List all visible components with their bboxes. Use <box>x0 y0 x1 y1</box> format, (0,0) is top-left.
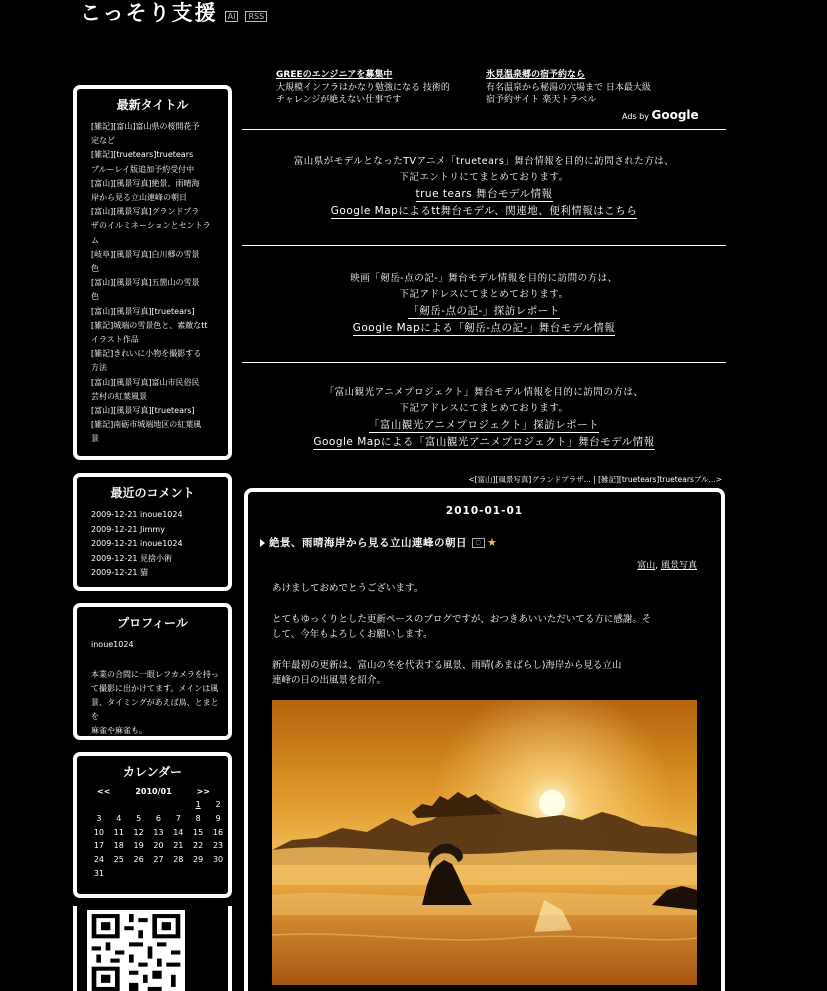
calendar-day: 6 <box>155 814 161 824</box>
notice-tsurugidake <box>242 271 726 337</box>
ad-left-line: チャレンジが絶えない仕事です <box>276 95 402 105</box>
recent-item[interactable]: [富山][風景写真]五箇山の雪景 <box>91 278 200 288</box>
calendar-day: 5 <box>136 814 142 824</box>
recent-item[interactable]: [富山][風景写真]絶景、雨晴海 <box>91 178 200 188</box>
recent-item[interactable]: [富山][風景写真]富山市民俗民 <box>91 377 200 387</box>
photo-icon: ▢ <box>472 538 485 548</box>
calendar-day <box>168 798 188 812</box>
notice-link[interactable]: true tears 舞台モデル情報 <box>415 188 553 200</box>
calendar-day <box>149 866 169 880</box>
calendar-heading: カレンダー <box>122 765 183 779</box>
notice-link[interactable]: 「剱岳-点の記-」探訪レポート <box>408 305 560 317</box>
calendar-day: 26 <box>133 855 144 865</box>
calendar-day: 17 <box>93 841 105 851</box>
comment-item[interactable]: 2009-12-21 見捨小術 <box>91 553 173 563</box>
divider <box>242 362 726 363</box>
recent-titles-box <box>73 85 232 460</box>
prev-entry-link[interactable]: <[富山][風景写真]グランドプラザ... <box>468 475 591 484</box>
notice-line: 「富山観光アニメプロジェクト」舞台モデル情報を目的に訪問の方は、 <box>324 387 644 398</box>
entry-line: 新年最初の更新は、富山の冬を代表する風景、雨晴(あまばらし)海岸から見る立山 <box>272 660 622 671</box>
entry-paragraph <box>272 658 702 688</box>
calendar-day: 11 <box>113 827 124 837</box>
star-icon[interactable]: ★ <box>487 536 498 549</box>
comment-item[interactable]: 2009-12-21 inoue1024 <box>91 510 183 519</box>
notice-line: 下記アドレスにてまとめております。 <box>399 403 569 414</box>
entry-line: して、今年もよろしくお願いします。 <box>272 629 433 640</box>
qr-code-box <box>73 906 232 991</box>
calendar-day <box>149 798 169 812</box>
calendar-month: 2010/01 <box>135 787 172 796</box>
recent-item[interactable]: [雑記]城端の雪景色と、素敵なtt <box>91 320 208 330</box>
calendar-day: 25 <box>113 855 124 865</box>
calendar-day: 13 <box>153 827 164 837</box>
recent-titles-list <box>77 120 228 447</box>
comment-item[interactable]: 2009-12-21 猫 <box>91 568 149 577</box>
notice-link[interactable]: Google Mapによるtt舞台モデル、関連地、便利情報はこちら <box>330 205 638 217</box>
recent-comments-heading: 最近のコメント <box>110 486 195 500</box>
entry-title[interactable]: 絶景、雨晴海岸から見る立山連峰の朝日 <box>269 537 467 549</box>
recent-item[interactable]: 色 <box>91 292 99 302</box>
next-entry-link[interactable]: [雑記][truetears]truetearsブル...> <box>598 475 722 484</box>
recent-item[interactable]: [富山][風景写真]グランドプラ <box>91 207 200 217</box>
notice-line: 映画「剱岳-点の記-」舞台モデル情報を目的に訪問の方は、 <box>350 273 618 284</box>
ads-by-google[interactable] <box>622 108 699 122</box>
blog-entry <box>244 488 725 991</box>
ad-right[interactable] <box>486 69 651 107</box>
entry-paragraph <box>272 612 702 642</box>
recent-item[interactable]: イラスト作品 <box>91 335 139 345</box>
notice-line: 下記エントリにてまとめております。 <box>399 172 569 183</box>
calendar-day: 3 <box>96 814 102 824</box>
calendar-week <box>89 866 228 880</box>
calendar-day: 7 <box>175 814 181 824</box>
calendar-day: 23 <box>212 841 224 851</box>
entry-paragraph: あけましておめでとうございます。 <box>272 583 424 594</box>
recent-item[interactable]: [雑記][富山]富山県の桜開花予 <box>91 122 200 131</box>
calendar-day: 22 <box>193 841 204 851</box>
category-link[interactable]: 富山 <box>637 561 656 571</box>
recent-item[interactable]: ム <box>91 235 99 245</box>
recent-item[interactable]: 定など <box>91 136 115 146</box>
calendar-day: 24 <box>93 855 105 865</box>
calendar-day: 12 <box>133 827 144 837</box>
calendar-day <box>208 866 228 880</box>
calendar-day: 2 <box>215 800 221 810</box>
recent-comments-box <box>73 473 232 591</box>
entry-date[interactable]: 2010-01-01 <box>445 505 524 517</box>
profile-bio-line: て撮影に出かけてます。メインは風 <box>91 684 219 693</box>
calendar-prev-link[interactable]: << <box>97 787 111 796</box>
entry-line: とてもゆっくりとした更新ペースのブログですが、おつきあいいただいてる方に感謝。そ <box>272 614 652 625</box>
recent-item[interactable]: [富山][風景写真][truetears] <box>91 406 195 416</box>
calendar-day <box>168 866 188 880</box>
calendar-day: 21 <box>173 841 184 851</box>
divider <box>242 245 726 246</box>
calendar-week <box>89 839 228 853</box>
rss-badge[interactable]: RSS <box>245 11 267 22</box>
recent-item[interactable]: [雑記]きれいに小物を撮影する <box>91 349 202 359</box>
notice-toyama-anime <box>242 385 726 451</box>
calendar-day <box>129 798 149 812</box>
profile-bio-line: 本業の合間に一眼レフカメラを持っ <box>91 670 219 679</box>
calendar-box <box>73 752 232 898</box>
recent-item[interactable]: [雑記][truetears]truetears <box>91 150 194 160</box>
notice-link[interactable]: 「富山観光アニメプロジェクト」探訪レポート <box>368 419 600 431</box>
category-separator: , <box>655 561 659 571</box>
recent-item[interactable]: 方法 <box>91 363 107 373</box>
calendar-day: 9 <box>215 814 221 824</box>
recent-comments-list <box>77 508 228 581</box>
notice-line: 下記アドレスにてまとめております。 <box>399 289 569 300</box>
recent-item[interactable]: [岐阜][風景写真]白川郷の雪景 <box>91 249 200 259</box>
comment-item[interactable]: 2009-12-21 inoue1024 <box>91 539 183 548</box>
calendar-next-link[interactable]: >> <box>196 787 210 796</box>
notice-link[interactable]: Google Mapによる「富山観光アニメプロジェクト」舞台モデル情報 <box>313 436 655 448</box>
calendar-day: 28 <box>173 855 184 865</box>
recent-item[interactable]: ザのイルミネーションとセントラ <box>91 221 211 231</box>
calendar-day: 19 <box>133 841 144 851</box>
recent-item[interactable]: 芸村の紅葉風景 <box>91 391 147 401</box>
profile-box <box>73 603 232 740</box>
calendar-day: 18 <box>113 841 124 851</box>
entry-pager <box>468 474 722 485</box>
calendar-grid <box>89 798 228 880</box>
calendar-day <box>188 866 208 880</box>
calendar-day: 8 <box>195 814 201 824</box>
calendar-day: 15 <box>193 827 204 837</box>
calendar-week <box>89 853 228 867</box>
calendar-day: 20 <box>153 841 164 851</box>
ai-badge[interactable]: AI <box>225 11 239 22</box>
calendar-day <box>109 798 129 812</box>
pager-separator: | <box>593 475 596 484</box>
bullet-triangle-icon <box>260 539 265 547</box>
ad-right-line: 宿予約サイト 楽天トラベル <box>486 95 597 105</box>
entry-line: 連峰の日の出風景を紹介。 <box>272 675 387 686</box>
calendar-week <box>89 798 228 812</box>
recent-item[interactable]: [富山][風景写真][truetears] <box>91 306 195 316</box>
sunrise-photo[interactable] <box>272 700 697 985</box>
calendar-day <box>129 866 149 880</box>
calendar-day <box>89 798 109 812</box>
profile-heading: プロフィール <box>117 616 188 630</box>
calendar-nav <box>77 787 228 796</box>
calendar-day: 29 <box>193 855 204 865</box>
category-link[interactable]: 風景写真 <box>660 561 697 571</box>
ad-left[interactable] <box>276 69 450 107</box>
notice-link[interactable]: Google Mapによる「剱岳-点の記-」舞台モデル情報 <box>352 322 616 334</box>
ad-right-title[interactable]: 氷見温泉郷の宿予約なら <box>486 70 586 80</box>
ad-right-line: 有名温泉から秘湯の穴場まで 日本最大級 <box>486 82 651 93</box>
notice-line: 富山県がモデルとなったTVアニメ「truetears」舞台情報を目的に訪問された方は、 <box>293 156 675 167</box>
profile-body <box>77 638 228 738</box>
notice-truetears <box>242 154 726 220</box>
calendar-day: 31 <box>93 868 105 878</box>
recent-titles-heading: 最新タイトル <box>116 98 189 112</box>
recent-item[interactable]: ブルーレイ版追加予約受付中 <box>91 164 195 174</box>
site-header <box>80 0 267 24</box>
calendar-day: 16 <box>212 827 224 837</box>
divider <box>242 129 726 130</box>
ads-by-prefix: Ads by <box>622 112 649 121</box>
recent-item[interactable]: 岸から見る立山連峰の朝日 <box>91 193 187 203</box>
calendar-day <box>109 866 129 880</box>
calendar-day: 27 <box>153 855 164 865</box>
google-logo: Google <box>651 108 699 122</box>
calendar-day: 10 <box>93 827 105 837</box>
calendar-day: 14 <box>173 827 184 837</box>
calendar-day: 4 <box>116 814 122 824</box>
calendar-day-link[interactable]: 1 <box>195 800 201 810</box>
profile-bio-line: 景、タイミングがあえば鳥、とまとを <box>91 698 219 721</box>
calendar-week <box>89 825 228 839</box>
profile-bio-line: 麻雀や麻雀も。 <box>91 726 147 735</box>
recent-item[interactable]: [雑記]南砺市城端地区の紅葉風 <box>91 420 202 430</box>
profile-name: inoue1024 <box>91 640 134 649</box>
recent-item[interactable]: 景 <box>91 434 99 444</box>
comment-item[interactable]: 2009-12-21 Jimmy <box>91 524 165 534</box>
calendar-week <box>89 812 228 826</box>
ad-left-line: 大規模インフラはかなり勉強になる 技術的 <box>276 82 450 93</box>
qr-code <box>87 910 185 991</box>
entry-title-row <box>260 535 497 550</box>
recent-item[interactable]: 色 <box>91 264 99 274</box>
entry-categories <box>637 558 697 571</box>
ad-left-title[interactable]: GREEのエンジニアを募集中 <box>276 70 393 80</box>
calendar-day: 30 <box>212 855 224 865</box>
site-title[interactable]: こっそり支援 <box>80 1 218 25</box>
